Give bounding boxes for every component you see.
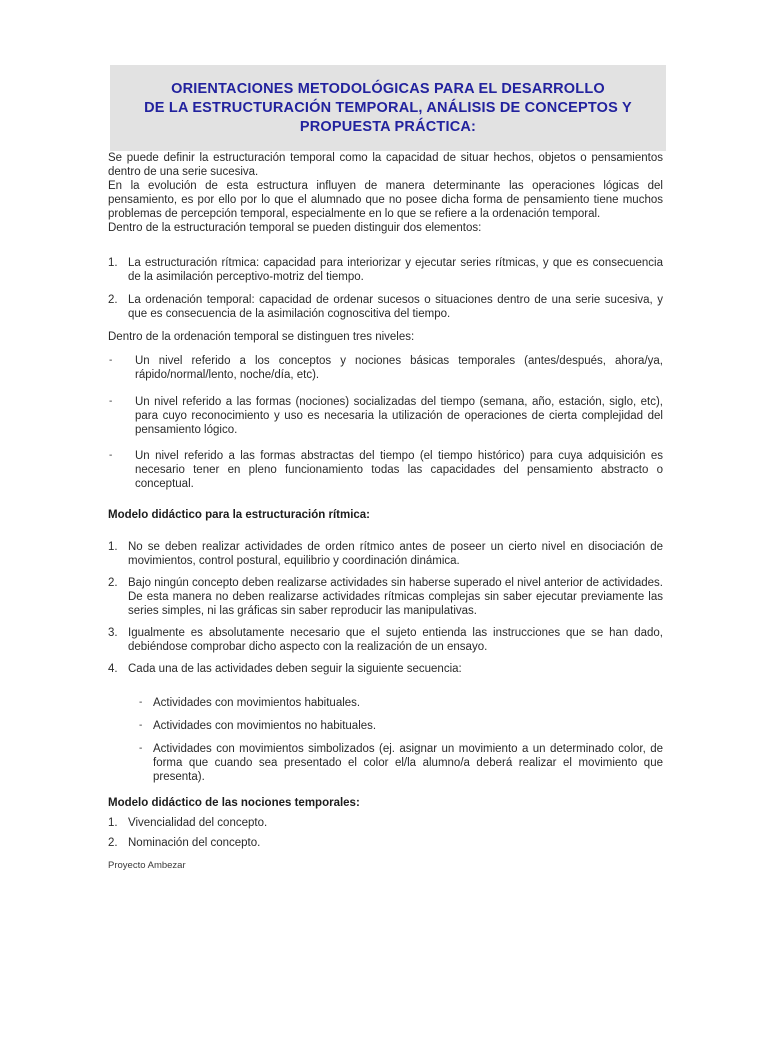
bullet-dash: - <box>139 743 143 754</box>
footer-project-label: Proyecto Ambezar <box>108 860 186 871</box>
list-item <box>108 293 663 321</box>
sub-bullet-text: Actividades con movimientos no habituales. <box>153 720 377 732</box>
list-item-text: Nominación del concepto. <box>128 837 261 849</box>
intro-paragraph-2: En la evolución de esta estructura influyen de manera determinante las operaciones lógicas del pensamiento, es por ello por lo que el alumnado que no posee dicha forma de pensamiento tiene muchos problemas de percepción temporal, especialmente en lo que se refiere a la ordenación temporal. <box>108 180 663 220</box>
list-item <box>108 626 663 654</box>
bullet-text: Un nivel referido a los conceptos y nociones básicas temporales (antes/después, ahora/ya, rápido/normal/lento, noche/día, etc). <box>135 355 663 381</box>
sub-bullet-text: Actividades con movimientos simbolizados (ej. asignar un movimiento a un determinado color, de forma que cuando sea presentado el color el/la alumno/a deberá realizar el movimiento que presenta). <box>153 743 663 783</box>
page-title-line-2: DE LA ESTRUCTURACIÓN TEMPORAL, ANÁLISIS DE CONCEPTOS Y <box>144 100 632 116</box>
bullet-item <box>108 449 663 491</box>
list-item-text: Cada una de las actividades deben seguir la siguiente secuencia: <box>128 663 462 675</box>
sub-bullet-text: Actividades con movimientos habituales. <box>153 697 361 709</box>
list-item <box>108 576 663 618</box>
list-item <box>108 540 663 568</box>
bullet-item <box>108 354 663 382</box>
list-item-number: 2. <box>108 577 118 589</box>
sub-bullet-item <box>138 742 663 784</box>
document-page <box>0 65 768 1059</box>
bullet-item <box>108 395 663 437</box>
list-item <box>108 256 663 284</box>
list-item-number: 1. <box>108 257 118 269</box>
sub-bullet-item <box>138 696 663 710</box>
sub-bullet-item <box>138 719 663 733</box>
bullet-dash: - <box>109 450 113 461</box>
list-item-text: Vivencialidad del concepto. <box>128 817 268 829</box>
title-box <box>110 65 666 151</box>
list-item-number: 1. <box>108 817 118 829</box>
list-item-number: 4. <box>108 663 118 675</box>
list-item-text: No se deben realizar actividades de orden rítmico antes de poseer un cierto nivel en disociación de movimientos, control postural, equilibrio y coordinación dinámica. <box>128 541 663 567</box>
bullet-text: Un nivel referido a las formas (nociones) socializadas del tiempo (semana, año, estación, siglo, etc), para cuyo reconocimiento y uso es necesaria la utilización de operaciones de cierta complejidad del pensamiento lógico. <box>135 396 663 436</box>
list-item-text: Bajo ningún concepto deben realizarse actividades sin haberse superado el nivel anterior de actividades. De esta manera no deben realizarse actividades rítmicas complejas sin saber ejecutar previamente las series simples, ni las gráficas sin saber reproducir las manipulativas. <box>128 577 663 617</box>
bullet-text: Un nivel referido a las formas abstractas del tiempo (el tiempo histórico) para cuya adquisición es necesario tener en pleno funcionamiento todas las capacidades del pensamiento abstracto o conceptual. <box>135 450 663 490</box>
section-heading-temporal-notions: Modelo didáctico de las nociones temporales: <box>108 797 360 809</box>
list-item-number: 2. <box>108 294 118 306</box>
page-title-line-3: PROPUESTA PRÁCTICA: <box>299 119 477 135</box>
levels-intro-paragraph: Dentro de la ordenación temporal se distinguen tres niveles: <box>108 331 415 343</box>
page-title-line-1: ORIENTACIONES METODOLÓGICAS PARA EL DESARROLLO <box>171 81 605 97</box>
list-item-number: 3. <box>108 627 118 639</box>
section-heading-rhythmic-model: Modelo didáctico para la estructuración rítmica: <box>108 509 371 521</box>
intro-paragraph-1: Se puede definir la estructuración temporal como la capacidad de situar hechos, objetos o pensamientos dentro de una serie sucesiva. <box>108 152 663 178</box>
list-item-number: 2. <box>108 837 118 849</box>
bullet-dash: - <box>139 720 143 731</box>
bullet-dash: - <box>139 697 143 708</box>
list-item <box>108 662 663 676</box>
intro-paragraph-3: Dentro de la estructuración temporal se pueden distinguir dos elementos: <box>108 222 482 234</box>
list-item-text: La ordenación temporal: capacidad de ordenar sucesos o situaciones dentro de una serie sucesiva, y que es consecuencia de la asimilación cognoscitiva del tiempo. <box>128 294 663 320</box>
list-item <box>108 836 663 850</box>
bullet-dash: - <box>109 355 113 366</box>
list-item-text: Igualmente es absolutamente necesario que el sujeto entienda las instrucciones que se han dado, debiéndose comprobar dicho aspecto con la realización de un ensayo. <box>128 627 663 653</box>
list-item-number: 1. <box>108 541 118 553</box>
bullet-dash: - <box>109 396 113 407</box>
list-item-text: La estructuración rítmica: capacidad para interiorizar y ejecutar series rítmicas, y que es consecuencia de la asimilación perceptivo-motriz del tiempo. <box>128 257 663 283</box>
list-item <box>108 816 663 830</box>
